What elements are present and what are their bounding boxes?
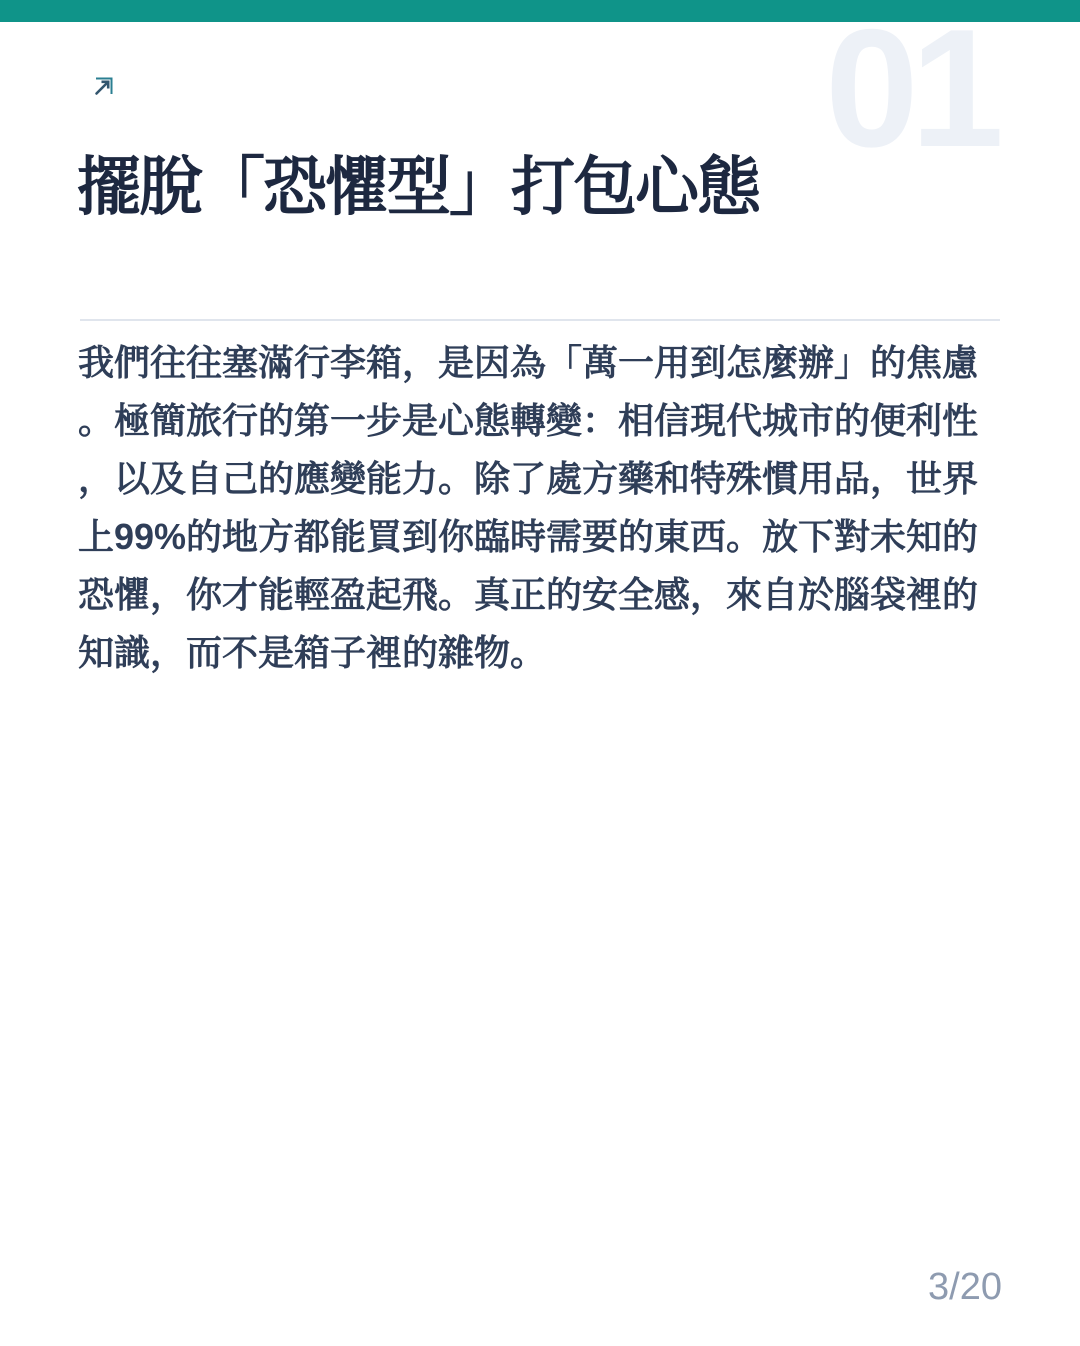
page-title: 擺脫「恐懼型」打包心態	[77, 152, 759, 223]
page-indicator: 3/20	[928, 1266, 1002, 1308]
divider	[80, 319, 1000, 321]
external-link-arrow-icon	[92, 76, 114, 98]
chapter-number-watermark: 01	[825, 0, 996, 182]
body-paragraph: 我們往往塞滿行李箱，是因為「萬一用到怎麼辦」的焦慮。極簡旅行的第一步是心態轉變：相信現代城市的便利性，以及自己的應變能力。除了處方藥和特殊慣用品，世界上99%的地方都能買到你臨時需要的東西。放下對未知的恐懼，你才能輕盈起飛。真正的安全感，來自於腦袋裡的知識，而不是箱子裡的雜物。	[78, 342, 979, 673]
